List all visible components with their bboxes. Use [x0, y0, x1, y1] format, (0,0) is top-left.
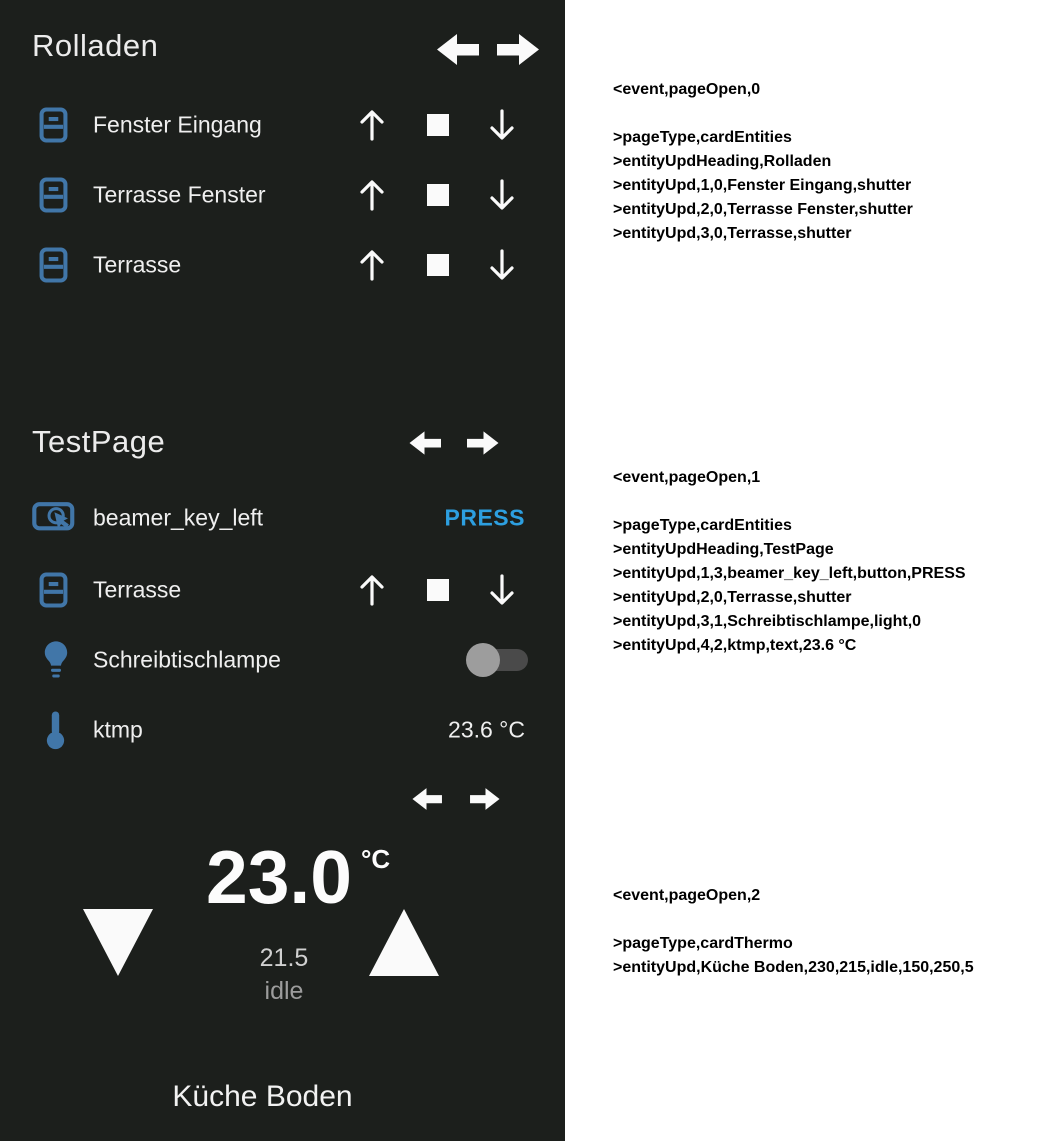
toggle-knob — [466, 643, 500, 677]
arrow-left-icon — [435, 31, 479, 68]
entity-label: beamer_key_left — [93, 504, 264, 531]
serial-log — [565, 0, 1045, 1141]
log-line: >entityUpd,Küche Boden,230,215,idle,150,250,5 — [613, 959, 974, 976]
entity-row-fenster-eingang — [0, 97, 565, 153]
log-line: >entityUpd,3,0,Terrasse,shutter — [613, 225, 852, 242]
entity-row-schreibtischlampe — [0, 632, 565, 688]
shutter-down-button[interactable] — [485, 105, 519, 145]
arrow-up-icon — [355, 570, 389, 610]
log-line: >entityUpd,2,0,Terrasse,shutter — [613, 589, 852, 606]
shutter-up-button[interactable] — [355, 105, 389, 145]
window-shutter-icon — [38, 572, 69, 609]
window-shutter-icon — [38, 107, 69, 144]
arrow-left-icon — [411, 786, 442, 812]
target-temperature-value: 21.5 — [259, 944, 309, 972]
arrow-right-icon — [470, 786, 501, 812]
entity-row-terrasse — [0, 562, 565, 618]
log-line: >entityUpd,4,2,ktmp,text,23.6 °C — [613, 637, 857, 654]
current-temperature-value: 23.0 — [206, 835, 352, 919]
log-block-pageopen-2 — [613, 884, 974, 980]
arrow-right-icon — [497, 31, 541, 68]
shutter-up-button[interactable] — [355, 245, 389, 285]
shutter-stop-button[interactable] — [427, 579, 449, 601]
log-line: >entityUpdHeading,TestPage — [613, 541, 834, 558]
log-line: <event,pageOpen,0 — [613, 81, 761, 98]
log-line: >pageType,cardEntities — [613, 129, 792, 146]
nav-next-button[interactable] — [470, 786, 501, 812]
entity-label: Fenster Eingang — [93, 111, 262, 138]
nav-prev-button[interactable] — [411, 786, 442, 812]
arrow-down-icon — [485, 175, 519, 215]
log-block-pageopen-1 — [613, 466, 966, 658]
thermometer-icon — [45, 710, 66, 751]
temp-decrease-button[interactable] — [82, 908, 154, 977]
entity-label: Terrasse — [93, 576, 182, 603]
shutter-down-button[interactable] — [485, 570, 519, 610]
arrow-up-icon — [355, 105, 389, 145]
current-temperature-display — [206, 835, 391, 919]
log-line: >entityUpdHeading,Rolladen — [613, 153, 832, 170]
log-line: >entityUpd,1,3,beamer_key_left,button,PRESS — [613, 565, 966, 582]
log-line — [613, 908, 974, 932]
entity-label: Terrasse Fenster — [93, 181, 266, 208]
arrow-up-icon — [355, 175, 389, 215]
page-title-rolladen: Rolladen — [32, 28, 159, 63]
log-line: >entityUpd,1,0,Fenster Eingang,shutter — [613, 177, 912, 194]
nav-next-button[interactable] — [467, 429, 500, 457]
temperature-value: 23.6 °C — [448, 716, 525, 743]
lightbulb-icon — [41, 640, 71, 681]
nav-prev-button[interactable] — [408, 429, 441, 457]
log-line — [613, 490, 966, 514]
arrow-up-icon — [355, 245, 389, 285]
shutter-up-button[interactable] — [355, 175, 389, 215]
log-line — [613, 102, 913, 126]
shutter-stop-button[interactable] — [427, 114, 449, 136]
triangle-down-icon — [82, 908, 154, 977]
entity-row-terrasse-fenster — [0, 167, 565, 223]
arrow-right-icon — [467, 429, 500, 457]
log-line: <event,pageOpen,2 — [613, 887, 761, 904]
nav-prev-button[interactable] — [435, 31, 479, 68]
entity-label: Terrasse — [93, 251, 182, 278]
press-button[interactable]: PRESS — [444, 504, 525, 531]
entity-row-ktmp — [0, 702, 565, 758]
window-shutter-icon — [38, 247, 69, 284]
arrow-left-icon — [408, 429, 441, 457]
entity-row-terrasse — [0, 237, 565, 293]
shutter-down-button[interactable] — [485, 245, 519, 285]
arrow-down-icon — [485, 245, 519, 285]
temperature-unit: °C — [360, 844, 391, 874]
triangle-up-icon — [368, 908, 440, 977]
log-line: >entityUpd,2,0,Terrasse Fenster,shutter — [613, 201, 913, 218]
temp-increase-button[interactable] — [368, 908, 440, 977]
log-line: >pageType,cardEntities — [613, 517, 792, 534]
log-line: <event,pageOpen,1 — [613, 469, 761, 486]
light-toggle[interactable] — [466, 643, 528, 677]
shutter-down-button[interactable] — [485, 175, 519, 215]
entity-label: ktmp — [93, 716, 143, 743]
log-block-pageopen-0 — [613, 78, 913, 246]
nav-next-button[interactable] — [497, 31, 541, 68]
page-title-testpage: TestPage — [32, 424, 166, 459]
thermostat-entity-name: Küche Boden — [172, 1080, 353, 1113]
shutter-up-button[interactable] — [355, 570, 389, 610]
shutter-stop-button[interactable] — [427, 254, 449, 276]
log-line: >pageType,cardThermo — [613, 935, 793, 952]
gesture-tap-icon — [32, 499, 78, 537]
entity-label: Schreibtischlampe — [93, 646, 281, 673]
shutter-stop-button[interactable] — [427, 184, 449, 206]
arrow-down-icon — [485, 105, 519, 145]
window-shutter-icon — [38, 177, 69, 214]
arrow-down-icon — [485, 570, 519, 610]
log-line: >entityUpd,3,1,Schreibtischlampe,light,0 — [613, 613, 922, 630]
hvac-state-label: idle — [264, 977, 304, 1005]
entity-row-beamer-key-left — [0, 490, 565, 546]
